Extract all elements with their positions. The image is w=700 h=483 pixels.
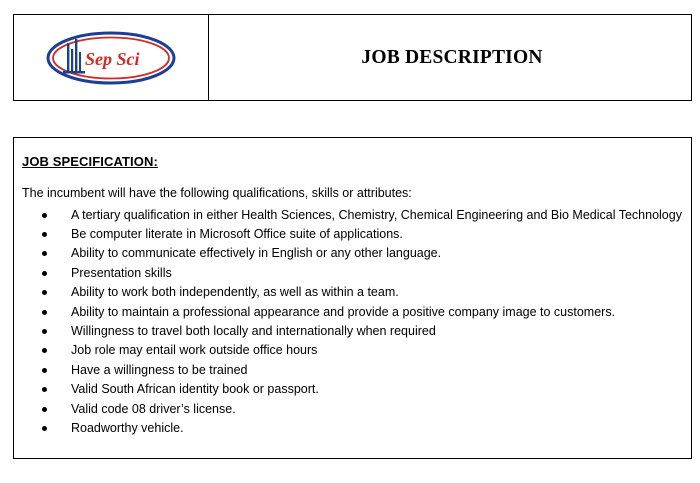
title-cell	[209, 15, 691, 100]
section-heading: JOB SPECIFICATION:	[22, 154, 158, 169]
bullet-icon	[42, 251, 47, 256]
bullet-icon	[42, 348, 47, 353]
list-item: Roadworthy vehicle.	[22, 419, 691, 438]
list-item: Valid code 08 driver’s license.	[22, 400, 691, 419]
bullet-icon	[42, 271, 47, 276]
sep-sci-logo	[45, 30, 177, 86]
bullet-icon	[42, 213, 47, 218]
list-item: Presentation skills	[22, 264, 691, 283]
list-item: Ability to communicate effectively in English or any other language.	[22, 244, 691, 263]
bullet-icon	[42, 290, 47, 295]
document-title: JOB DESCRIPTION	[361, 46, 543, 68]
header-table	[13, 14, 692, 101]
bullet-icon	[42, 368, 47, 373]
bullet-icon	[42, 232, 47, 237]
list-item: Have a willingness to be trained	[22, 361, 691, 380]
bullet-icon	[42, 387, 47, 392]
list-item: Ability to work both independently, as well as within a team.	[22, 283, 691, 302]
bullet-icon	[42, 426, 47, 431]
logo-cell	[14, 15, 209, 100]
list-item: Willingness to travel both locally and internationally when required	[22, 322, 691, 341]
logo-text: Sep Sci	[85, 48, 140, 69]
intro-text: The incumbent will have the following qualifications, skills or attributes:	[22, 186, 412, 200]
list-item: A tertiary qualification in either Health Sciences, Chemistry, Chemical Engineering and Bio Medical Technology	[22, 206, 691, 225]
list-item: Valid South African identity book or passport.	[22, 380, 691, 399]
bullet-icon	[42, 310, 47, 315]
list-item: Job role may entail work outside office hours	[22, 341, 691, 360]
bullet-icon	[42, 407, 47, 412]
list-item: Be computer literate in Microsoft Office suite of applications.	[22, 225, 691, 244]
requirements-list	[22, 206, 691, 439]
job-specification-section	[13, 137, 692, 459]
list-item: Ability to maintain a professional appearance and provide a positive company image to customers.	[22, 303, 691, 322]
bullet-icon	[42, 329, 47, 334]
